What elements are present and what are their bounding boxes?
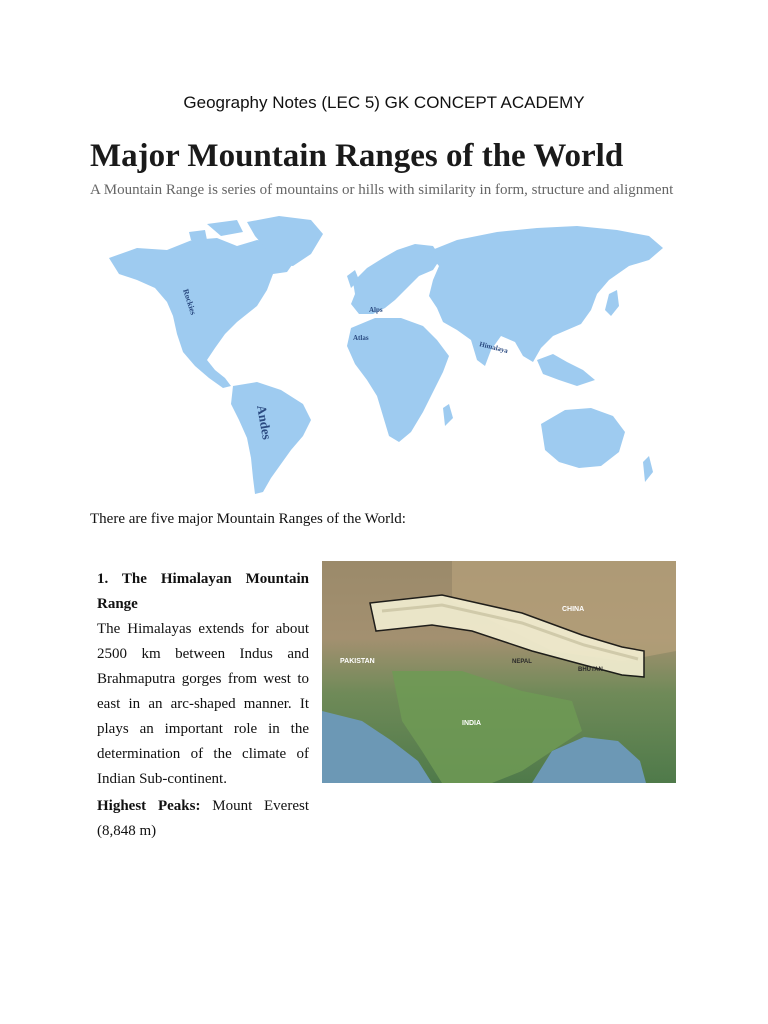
page-subtitle: A Mountain Range is series of mountains or hills with similarity in form, structure and alignment: [90, 182, 674, 198]
intro-text: There are five major Mountain Ranges of the World:: [90, 511, 406, 527]
nepal-label: NEPAL: [512, 659, 532, 665]
bhutan-label: BHUTAN: [578, 667, 603, 673]
world-map: [97, 210, 669, 498]
rockies-label: Rockies: [181, 287, 198, 316]
highest-peaks: [97, 794, 309, 844]
document-header: Geography Notes (LEC 5) GK CONCEPT ACADEMY: [183, 93, 585, 112]
pakistan-label: PAKISTAN: [340, 658, 375, 665]
section-heading: 1. The Himalayan Mountain Range: [97, 571, 309, 612]
highest-peaks-value: Mount Everest (8,848 m): [97, 798, 309, 839]
india-label: INDIA: [462, 720, 482, 727]
alps-label: Alps: [369, 306, 383, 314]
andes-label: Andes: [254, 403, 275, 441]
atlas-label: Atlas: [353, 334, 369, 342]
himalaya-map: [322, 561, 676, 783]
himalaya-label: Himalaya: [478, 340, 509, 355]
china-label: CHINA: [562, 606, 585, 613]
section-body: The Himalayas extends for about 2500 km between Indus and Brahmaputra gorges from west to east in an arc-shaped manner. It plays an important role in the determination of the climate of Indian Sub-continent.: [97, 621, 309, 787]
section-himalaya: [97, 567, 309, 844]
highest-peaks-label: Highest Peaks:: [97, 798, 201, 814]
page-title: Major Mountain Ranges of the World: [90, 138, 624, 174]
